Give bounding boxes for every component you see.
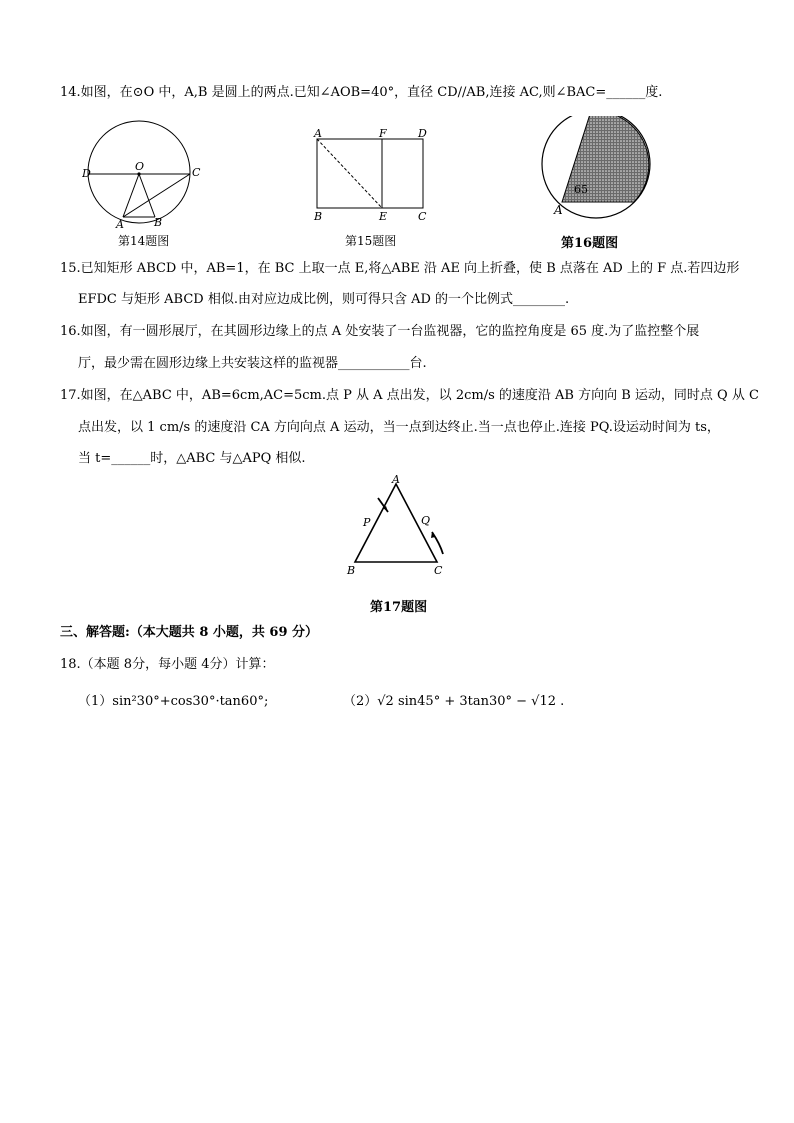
fig14-label-a: A xyxy=(116,218,124,230)
question-16-line2: 厅，最少需在圆形边缘上共安装这样的监视器___________台. xyxy=(78,356,427,371)
fig14-label-d: D xyxy=(82,167,91,180)
question-15-line1: 15.已知矩形 ABCD 中，AB=1，在 BC 上取一点 E,将△ABE 沿 AE 向上折叠，使 B 点落在 AD 上的 F 点.若四边形 xyxy=(60,261,740,276)
question-17-line1: 17.如图，在△ABC 中，AB=6cm,AC=5cm.点 P 从 A 点出发，以 2cm/s 的速度沿 AB 方向向 B 运动，同时点 Q 从 C xyxy=(60,388,759,403)
fig17-label-p: P xyxy=(363,516,371,529)
figure-17 xyxy=(340,474,460,580)
fig15-label-d: D xyxy=(418,128,427,140)
fig15-label-e: E xyxy=(379,210,388,223)
fig14-label-o: O xyxy=(135,160,145,173)
figure-15-caption: 第15题图 xyxy=(345,234,397,248)
fig17-label-a: A xyxy=(392,474,400,486)
figure-17-caption: 第17题图 xyxy=(370,600,428,615)
fig14-label-c: C xyxy=(192,166,201,179)
figure-16-caption: 第16题图 xyxy=(561,236,619,251)
question-17-line2: 点出发，以 1 cm/s 的速度沿 CA 方向向点 A 运动，当一点到达终止.当一点也停止.连接 PQ.设运动时间为 ts， xyxy=(78,420,720,435)
fig14-label-b: B xyxy=(154,216,163,229)
fig17-label-b: B xyxy=(347,564,356,577)
fig17-label-c: C xyxy=(434,564,443,577)
question-17-line3: 当 t=______时，△ABC 与△APQ 相似. xyxy=(78,451,306,466)
figure-14 xyxy=(82,118,212,230)
figure-14-caption: 第14题图 xyxy=(118,234,170,248)
fig16-label-a: A xyxy=(554,203,563,217)
question-18-intro: 18.（本题 8分，每小题 4分）计算： xyxy=(60,657,275,672)
fig15-label-c: C xyxy=(418,210,427,223)
question-18-part2: （2）√2 sin45° + 3tan30° − √12 . xyxy=(343,694,565,709)
question-14-text: 14.如图，在⊙O 中，A,B 是圆上的两点.已知∠AOB=40°，直径 CD//AB,连接 AC,则∠BAC=______度. xyxy=(60,85,663,100)
question-15-line2: EFDC 与矩形 ABCD 相似.由对应边成比例，则可得只含 AD 的一个比例式________. xyxy=(78,292,570,307)
figure-15 xyxy=(312,128,434,228)
fig15-label-a: A xyxy=(314,128,322,140)
fig16-angle-label: 65 xyxy=(574,183,588,196)
figure-16 xyxy=(536,116,660,220)
question-18-part1: （1）sin²30°+cos30°·tan60°; xyxy=(78,694,269,709)
question-16-line1: 16.如图，有一圆形展厅，在其圆形边缘上的点 A 处安装了一台监视器，它的监控角度是 65 度.为了监控整个展 xyxy=(60,324,700,339)
fig15-label-b: B xyxy=(314,210,323,223)
section-3-title: 三、解答题:（本大题共 8 小题，共 69 分） xyxy=(60,625,319,640)
fig15-label-f: F xyxy=(379,128,387,140)
fig17-label-q: Q xyxy=(421,514,431,527)
